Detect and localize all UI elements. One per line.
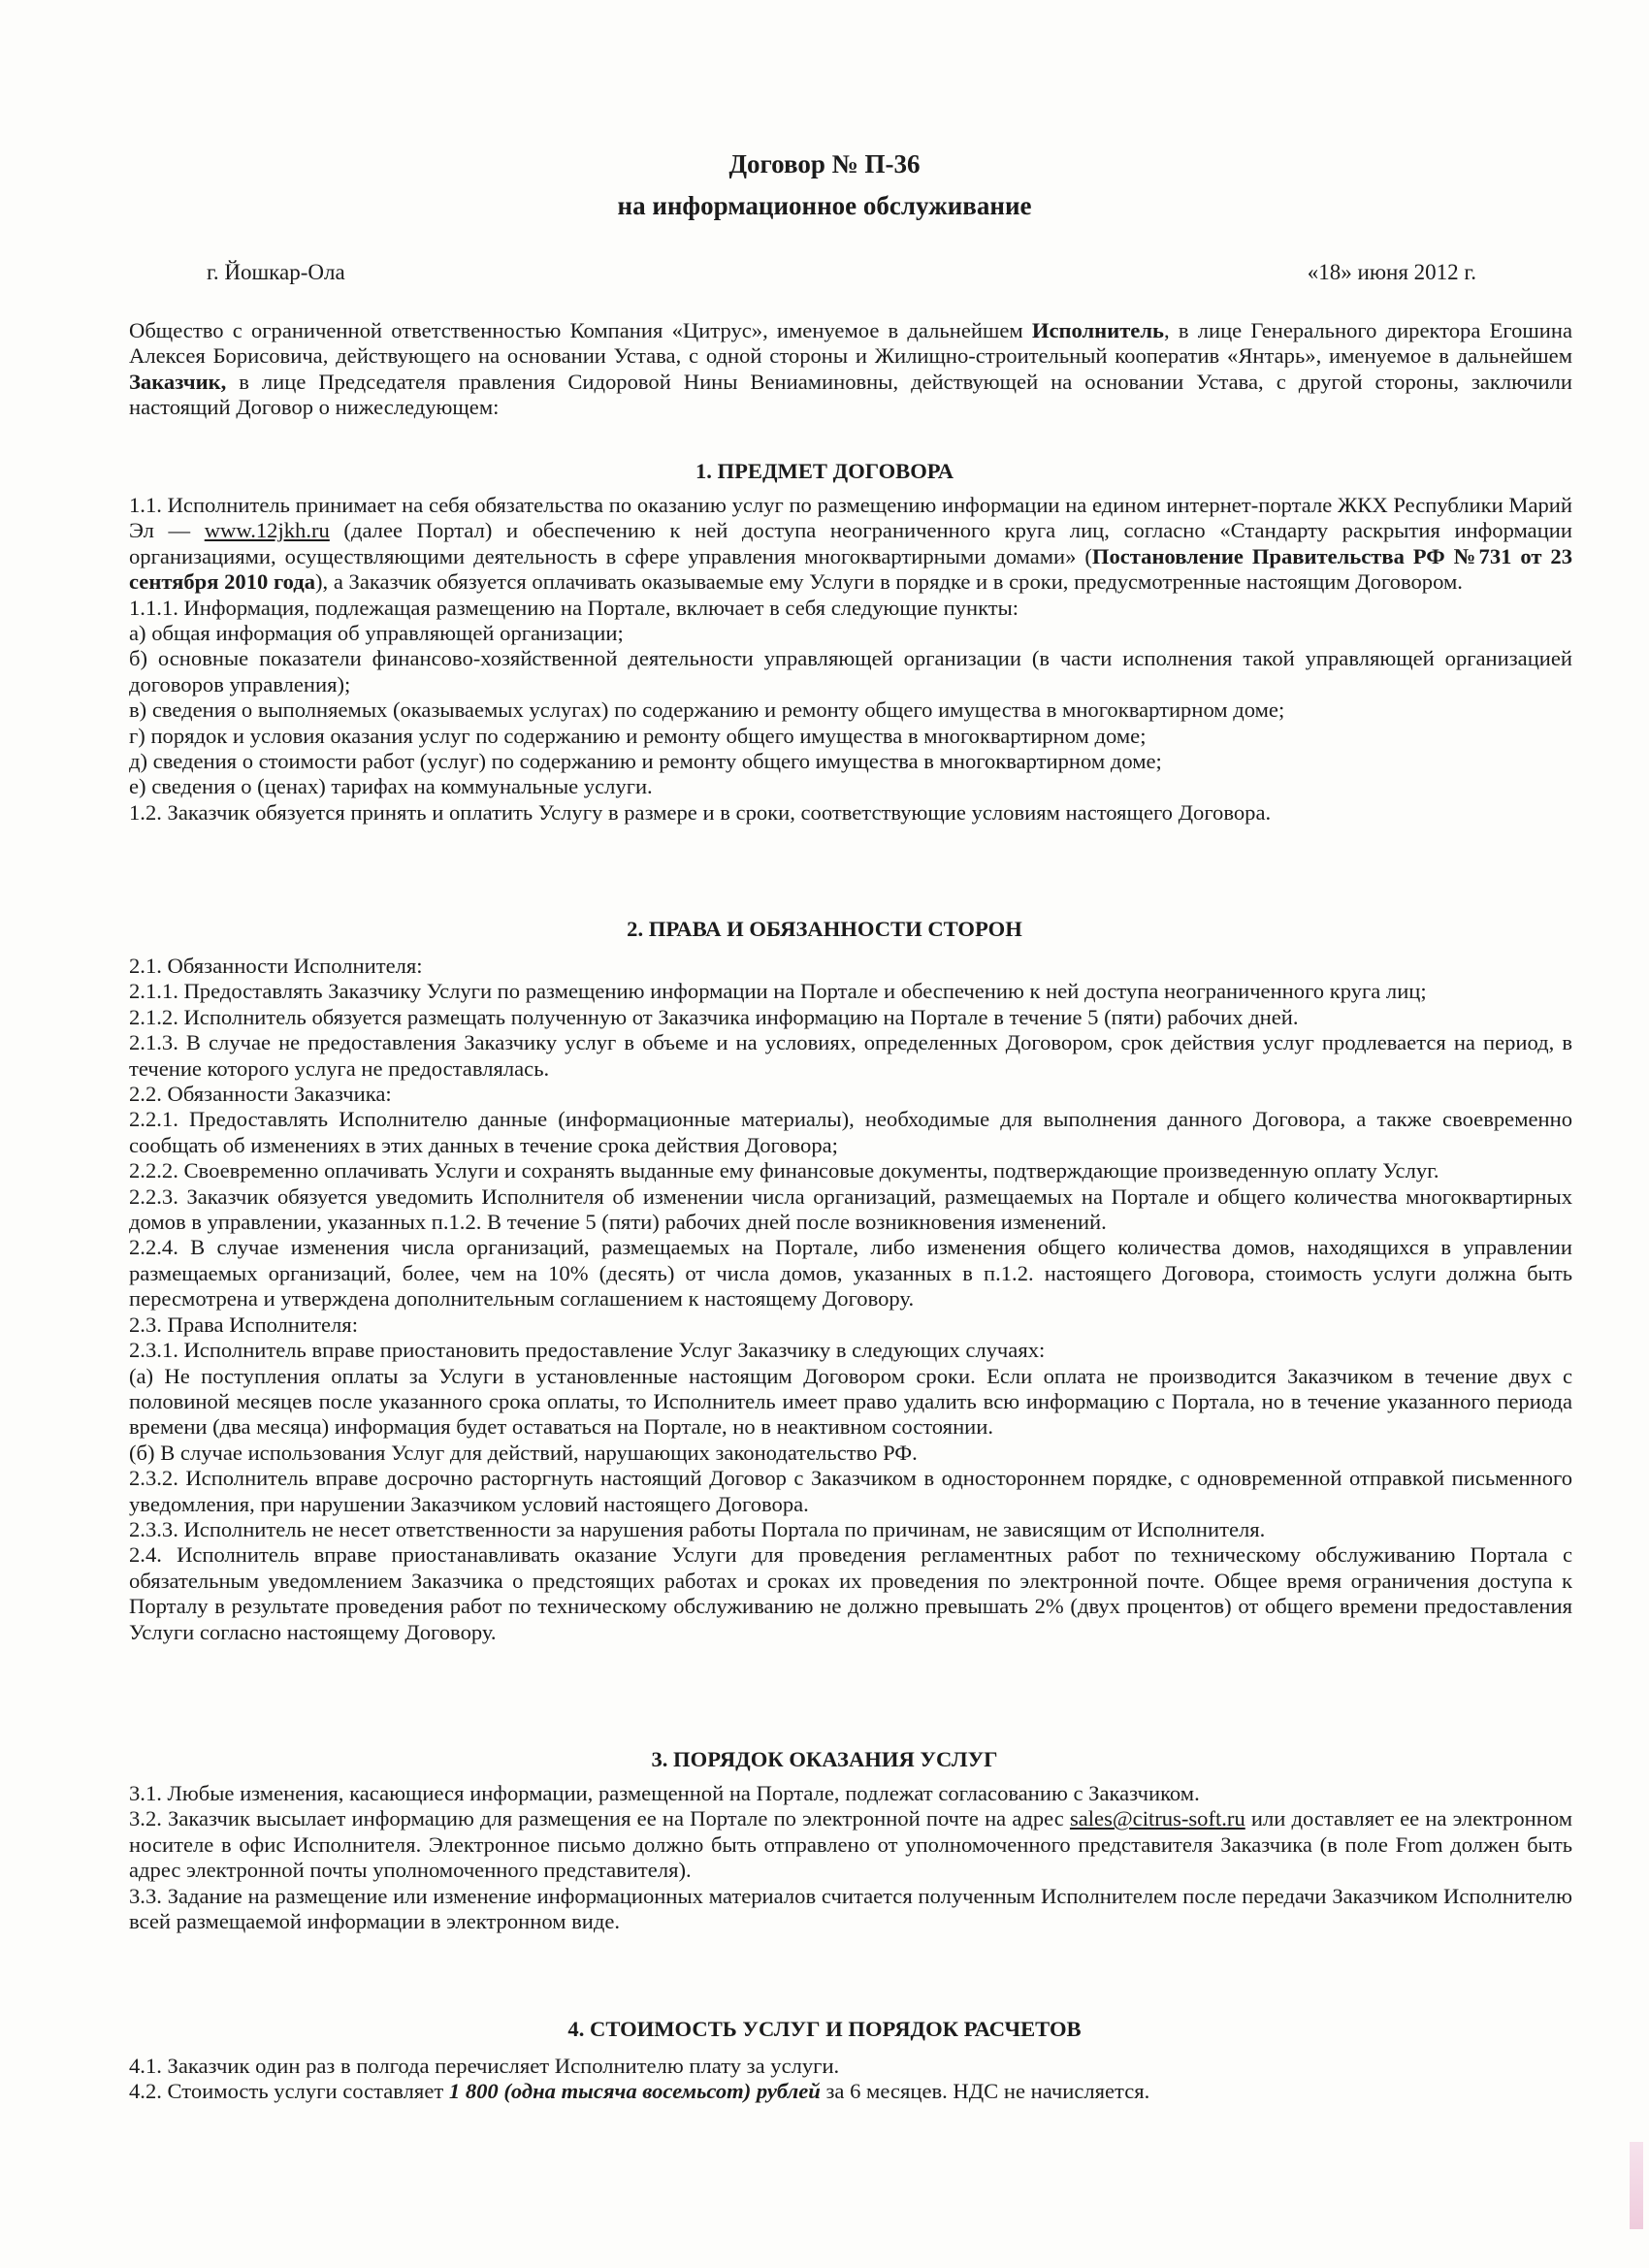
resolution-reference: Постановление Правительства РФ №731 от 23 сентября 2010 года: [129, 543, 1573, 595]
preamble-text-1: Общество с ограниченной ответственностью Компания «Цитрус», именуемое в дальнейшем: [129, 318, 1032, 342]
clause-3-2: [129, 1806, 1572, 1883]
preamble-text-2: , в лице Генерального директора Егошина Алексея Борисовича, действующего на основании Устава, с одной стороны и Жилищно-строительный кооператив «Янтарь», именуемое в дальнейшем: [129, 318, 1572, 369]
document-subtitle: на информационное обслуживание: [617, 191, 1032, 220]
clause-line: а) общая информация об управляющей организации;: [129, 621, 624, 646]
scan-edge-mark: [1630, 2142, 1643, 2229]
clause-text: ), а Заказчик обязуется оплачивать оказываемые ему Услуги в порядке и в сроки, предусмотренные настоящим Договором.: [315, 569, 1463, 595]
clause-1-1: [129, 493, 1572, 596]
clause-line: б) основные показатели финансово-хозяйственной деятельности управляющей организации (в части исполнения такой управляющей организацией договоров управления);: [129, 646, 1572, 697]
clause-3-3: 3.3. Задание на размещение или изменение информационных материалов считается полученным Исполнителем после передачи Заказчиком Исполнителю всей размещаемой информации в электронном виде.: [129, 1883, 1572, 1934]
clause-line: 2.2.1. Предоставлять Исполнителю данные (информационные материалы), необходимые для выполнения данного Договора, а также своевременно сообщать об изменениях в этих данных в течение срока действия Договора;: [129, 1107, 1572, 1157]
clause-3-1: 3.1. Любые изменения, касающиеся информации, размещенной на Портале, подлежат согласованию с Заказчиком.: [129, 1781, 1200, 1805]
clause-line: д) сведения о стоимости работ (услуг) по содержанию и ремонту общего имущества в многоквартирном доме;: [129, 749, 1162, 774]
contract-date: «18» июня 2012 г.: [1307, 260, 1476, 284]
preamble: [129, 318, 1572, 421]
executor-term: Исполнитель: [1031, 318, 1164, 342]
clause-line: 2.2.2. Своевременно оплачивать Услуги и сохранять выданные ему финансовые документы, подтверждающие произведенную оплату Услуг.: [129, 1158, 1439, 1183]
document-title: Договор № П-36: [728, 149, 921, 178]
clause-text: 3.2. Заказчик высылает информацию для размещения ее на Портале по электронной почте на адрес: [129, 1806, 1070, 1831]
email-link[interactable]: sales@citrus-soft.ru: [1069, 1806, 1245, 1831]
section-2-body: [129, 954, 1572, 1645]
clause-line: 2.1.2. Исполнитель обязуется размещать полученную от Заказчика информацию на Портале в течение 5 (пяти) рабочих дней.: [129, 1004, 1299, 1029]
clause-line: 1.2. Заказчик обязуется принять и оплатить Услугу в размере и в сроки, соответствующие условиям настоящего Договора.: [129, 799, 1272, 825]
preamble-text-3: в лице Председателя правления Сидоровой Нины Вениаминовны, действующей на основании Устава, с другой стороны, заключили настоящий Договор о нижеследующем:: [129, 369, 1572, 420]
clause-line: (а) Не поступления оплаты за Услуги в установленные настоящим Договором сроки. Если оплата не производится Заказчиком в течение двух с половиной месяцев после указанного срока оплаты, то Исполнитель имеет право удалить всю информацию с Портала, но в течение указанного периода времени (два месяца) информация будет оставаться на Портале, но в неактивном состоянии.: [129, 1363, 1572, 1440]
clause-line: 2.2. Обязанности Заказчика:: [129, 1082, 392, 1107]
clause-line: 1.1.1. Информация, подлежащая размещению на Портале, включает в себя следующие пункты:: [129, 595, 1019, 620]
section-3-body: [129, 1781, 1572, 1934]
clause-line: 2.3.2. Исполнитель вправе досрочно расторгнуть настоящий Договор с Заказчиком в одностороннем порядке, с одновременной отправкой письменного уведомления, при нарушении Заказчиком условий настоящего Договора.: [129, 1466, 1572, 1516]
contract-city: г. Йошкар-Ола: [207, 260, 345, 284]
clause-4-1: 4.1. Заказчик один раз в полгода перечисляет Исполнителю плату за услуги.: [129, 2054, 840, 2078]
section-4-heading: 4. СТОИМОСТЬ УСЛУГ И ПОРЯДОК РАСЧЕТОВ: [567, 2017, 1082, 2041]
clause-line: 2.4. Исполнитель вправе приостанавливать оказание Услуги для проведения регламентных работ по техническому обслуживанию Портала с обязательным уведомлением Заказчика о предстоящих работах и сроках их проведения по электронной почте. Общее время ограничения доступа к Порталу в результате проведения работ по техническому обслуживанию не должно превышать 2% (двух процентов) от общего времени предоставления Услуги согласно настоящему Договору.: [129, 1542, 1572, 1644]
clause-line: г) порядок и условия оказания услуг по содержанию и ремонту общего имущества в многоквартирном доме;: [129, 723, 1147, 748]
section-1-heading: 1. ПРЕДМЕТ ДОГОВОРА: [695, 459, 954, 483]
section-2-heading: 2. ПРАВА И ОБЯЗАННОСТИ СТОРОН: [627, 917, 1022, 941]
clause-4-2: [129, 2079, 1572, 2104]
clause-line: 2.2.4. В случае изменения числа организаций, размещаемых на Портале, либо изменения общего количества домов, находящихся в управлении размещаемых организаций, более, чем на 10% (десять) от числа домов, указанных в п.1.2. настоящего Договора, стоимость услуги должна быть пересмотрена и утверждена дополнительным соглашением к настоящему Договору.: [129, 1235, 1572, 1312]
section-4-body: [129, 2054, 1572, 2105]
clause-line: 2.1. Обязанности Исполнителя:: [129, 954, 423, 978]
clause-line: е) сведения о (ценах) тарифах на коммунальные услуги.: [129, 774, 653, 799]
clause-text: 1.1. Исполнитель принимает на себя обязательства по оказанию услуг по размещению информации на едином интернет-портале ЖКХ Республики Марий Эл —: [129, 493, 1572, 543]
clause-text: 4.2. Стоимость услуги составляет: [129, 2079, 449, 2104]
customer-term: Заказчик,: [129, 369, 227, 394]
clause-text: (далее Портал) и обеспечению к ней доступа неограниченного круга лиц, согласно «Стандарту раскрытия информации организациями, осуществляющими деятельность в сфере управления многоквартирными домами» (: [129, 518, 1572, 568]
clause-line: 2.1.1. Предоставлять Заказчику Услуги по размещению информации на Портале и обеспечению к ней доступа неограниченного круга лиц;: [129, 979, 1427, 1004]
clause-text: за 6 месяцев. НДС не начисляется.: [820, 2079, 1150, 2104]
clause-line: 2.2.3. Заказчик обязуется уведомить Исполнителя об изменении числа организаций, размещаемых на Портале и общего количества многоквартирных домов в управлении, указанных п.1.2. В течение 5 (пяти) рабочих дней после возникновения изменений.: [129, 1183, 1572, 1235]
section-3-heading: 3. ПОРЯДОК ОКАЗАНИЯ УСЛУГ: [651, 1747, 998, 1771]
clause-line: в) сведения о выполняемых (оказываемых услугах) по содержанию и ремонту общего имущества в многоквартирном доме;: [129, 697, 1285, 723]
section-1-body: [129, 493, 1572, 826]
clause-text: или доставляет ее на электронном носителе в офис Исполнителя. Электронное письмо должно быть отправлено от уполномоченного представителя Заказчика (в поле From должен быть адрес электронной почты уполномоченного представителя).: [129, 1806, 1572, 1883]
clause-line: 2.3.1. Исполнитель вправе приостановить предоставление Услуг Заказчику в следующих случаях:: [129, 1338, 1046, 1363]
clause-line: 2.3. Права Исполнителя:: [129, 1312, 358, 1337]
price-amount: 1 800 (одна тысяча восемьсот) рублей: [448, 2079, 821, 2104]
portal-link[interactable]: www.12jkh.ru: [204, 518, 330, 543]
clause-line: (б) В случае использования Услуг для действий, нарушающих законодательство РФ.: [129, 1440, 918, 1465]
clause-line: 2.1.3. В случае не предоставления Заказчику услуг в объеме и на условиях, определенных Договором, срок действия услуг продлевается на период, в течение которого услуга не предоставлялась.: [129, 1030, 1572, 1081]
clause-line: 2.3.3. Исполнитель не несет ответственности за нарушения работы Портала по причинам, не зависящим от Исполнителя.: [129, 1516, 1266, 1541]
